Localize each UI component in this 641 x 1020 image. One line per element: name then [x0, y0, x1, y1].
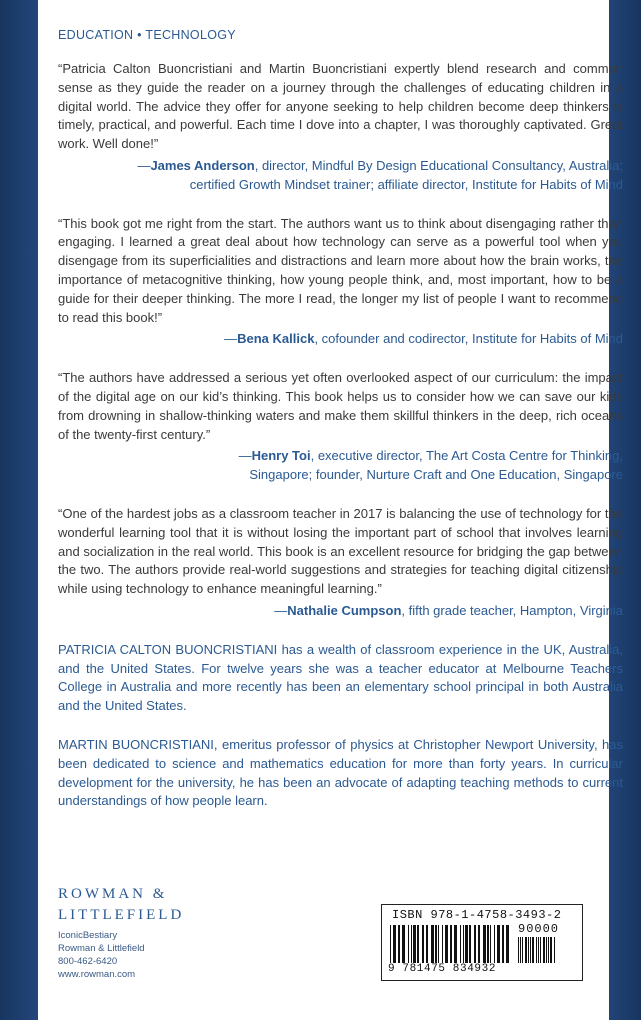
barcode-bar	[454, 925, 457, 963]
barcode-bar	[413, 925, 416, 963]
price-code: 90000	[518, 922, 560, 936]
barcode-bar	[530, 937, 531, 963]
barcode-bar	[520, 937, 521, 963]
barcode-bar	[518, 937, 519, 963]
barcode-bar	[494, 925, 495, 963]
endorsement-2	[58, 215, 623, 350]
endorsement-quote: “One of the hardest jobs as a classroom teacher in 2017 is balancing the use of technology for the wonderful learning tool that it is without losing the important part of school that involves learning and socialization in the real world. This book is an excellent resource for bridging the gap between the two. The authors provide real-world suggestions and strategies for teaching digital citizenship while using technology to enhance meaningful learning.”	[58, 505, 623, 597]
barcode-bar	[487, 925, 489, 963]
barcode-bar	[538, 937, 539, 963]
author-bio-patricia	[58, 641, 623, 716]
endorser-title: , executive director, The Art Costa Centre for Thinking,	[310, 448, 623, 464]
content-column	[58, 28, 623, 831]
endorser-title: , director, Mindful By Design Educational Consultancy, Australia;	[254, 157, 623, 173]
endorser-title: , cofounder and codirector, Institute for Habits of Mind	[314, 331, 623, 347]
endorsement-quote: “The authors have addressed a serious yet often overlooked aspect of our curriculum: the impact of the digital age on our kid’s thinking. This book helps us to consider how we can save our kids from drowning in shallow-thinking waters and make them skillful thinkers in the deep, rich oceans of the twenty-first century.”	[58, 370, 623, 442]
author-bio-martin	[58, 736, 623, 811]
endorser-name: James Anderson	[150, 157, 255, 173]
barcode-bar	[525, 937, 527, 963]
barcode-bar	[393, 925, 396, 963]
back-cover-panel	[38, 0, 623, 1020]
endorsement-attribution	[58, 157, 623, 195]
attribution-dash: —	[238, 448, 252, 464]
barcode-bar	[474, 925, 476, 963]
author-bio-text: has a wealth of classroom experience in the UK, Australia, and the United States. For twelve years she was a teacher educator at Melbourne Teachers College in Australia and more recently has been an elementary school principal in both Australia and the United States.	[58, 641, 623, 714]
barcode-bar	[408, 925, 409, 963]
author-name: MARTIN BUONCRISTIANI	[58, 736, 214, 752]
barcode-bar	[522, 937, 523, 963]
barcode-bar	[450, 925, 452, 963]
barcode-box	[381, 904, 583, 981]
barcode-bar	[390, 925, 391, 963]
barcode-bar	[502, 925, 504, 963]
barcode-bar	[506, 925, 509, 963]
attribution-dash: —	[274, 602, 288, 618]
publisher-block	[58, 884, 258, 981]
barcode-bar	[465, 925, 468, 963]
barcode-bar	[411, 925, 412, 963]
addon-barcode	[518, 937, 570, 963]
attribution-dash: —	[224, 331, 238, 347]
publisher-phone: 800-462-6420	[58, 956, 118, 967]
barcode-bar	[445, 925, 448, 963]
publisher-logo	[58, 884, 258, 926]
barcode-bar	[463, 925, 464, 963]
barcode-bar	[402, 925, 405, 963]
logo-line-2: LITTLEFIELD	[58, 907, 185, 923]
endorser-title-cont: certified Growth Mindset trainer; affiliate director, Institute for Habits of Mind	[189, 176, 623, 192]
publisher-imprint: IconicBestiary	[58, 930, 118, 941]
barcode-bar	[398, 925, 400, 963]
barcode-digits: 9 781475 834932	[388, 963, 497, 975]
attribution-dash: —	[137, 157, 151, 173]
barcode-bar	[478, 925, 480, 963]
barcode-bar	[540, 937, 541, 963]
barcode-bar	[469, 925, 471, 963]
endorser-name: Nathalie Cumpson	[287, 602, 402, 618]
barcode-bar	[546, 937, 547, 963]
barcode-bar	[426, 925, 428, 963]
barcode-bar	[528, 937, 529, 963]
barcode-bar	[490, 925, 491, 963]
barcode-bar	[554, 937, 555, 963]
endorsement-quote: “This book got me right from the start. The authors want us to think about disengaging rather than engaging. I learned a great deal about how technology can serve as a powerful tool when you disengage from its superficialities and distractions and learn more about how the brain works, the importance of metacognitive thinking, how young people think, and, most important, how to be a guide for their deeper thinking. The more I read, the longer my list of people I want to recommend to read this book!”	[58, 215, 623, 325]
barcode-bar	[438, 925, 439, 963]
barcode-bar	[497, 925, 500, 963]
barcode-bar	[435, 925, 437, 963]
endorser-name: Bena Kallick	[237, 331, 315, 347]
logo-line-1: ROWMAN &	[58, 886, 168, 902]
isbn-label: ISBN 978-1-4758-3493-2	[392, 908, 562, 922]
barcode-bar	[536, 937, 537, 963]
author-bio-text: , emeritus professor of physics at Christopher Newport University, has been dedicated to science and mathematics education for more than forty years. In curricular development for the university, he has been an advocate of adapting teaching methods to current understandings of how people learn.	[58, 736, 623, 809]
barcode-bar	[550, 937, 552, 963]
endorser-title: , fifth grade teacher, Hampton, Virginia	[401, 602, 623, 618]
ean-barcode	[390, 925, 510, 963]
category-label: EDUCATION • TECHNOLOGY	[58, 28, 236, 42]
barcode-bar	[548, 937, 549, 963]
endorsement-attribution	[58, 330, 623, 349]
endorsement-3	[58, 369, 623, 485]
author-name: PATRICIA CALTON BUONCRISTIANI	[58, 641, 278, 657]
barcode-bar	[442, 925, 443, 963]
endorsement-quote: “Patricia Calton Buoncristiani and Martin Buoncristiani expertly blend research and common sense as they guide the reader on a journey through the challenges of educating children in a digital world. The advice they offer for anyone seeking to help children become deep thinkers is timely, practical, and powerful. Each time I dove into a chapter, I was thoroughly captivated. Great work. Well done!”	[58, 61, 623, 152]
endorsement-attribution	[58, 602, 623, 621]
endorsement-attribution	[58, 447, 623, 485]
endorser-name: Henry Toi	[251, 448, 311, 464]
publisher-url: www.rowman.com	[58, 969, 136, 980]
endorsement-1	[58, 60, 623, 195]
endorsement-4	[58, 505, 623, 621]
barcode-bar	[483, 925, 486, 963]
barcode-bar	[422, 925, 424, 963]
barcode-bar	[431, 925, 434, 963]
barcode-bar	[460, 925, 461, 963]
barcode-bar	[543, 937, 545, 963]
publisher-name: Rowman & Littlefield	[58, 943, 145, 954]
endorser-title-cont: Singapore; founder, Nurture Craft and One Education, Singapore	[249, 467, 623, 483]
barcode-bar	[532, 937, 534, 963]
publisher-info	[58, 929, 258, 981]
barcode-bar	[417, 925, 419, 963]
